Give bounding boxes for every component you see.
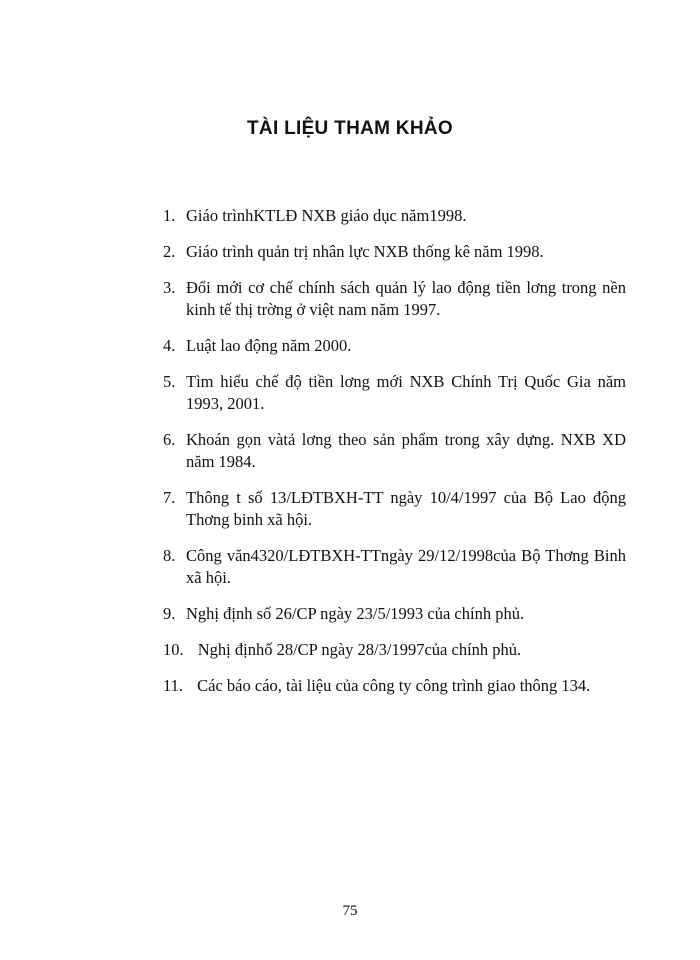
reference-number: 4. <box>163 336 176 355</box>
reference-number: 11. <box>163 676 184 695</box>
reference-text: Giáo trìnhKTLĐ NXB giáo dục năm1998. <box>186 206 467 225</box>
page-number: 75 <box>342 903 358 919</box>
reference-number: 6. <box>163 430 176 449</box>
reference-number: 1. <box>163 206 176 225</box>
reference-text: Nghị địnhố 28/CP ngày 28/3/1997của chính phủ. <box>197 640 522 659</box>
reference-item <box>163 675 626 697</box>
reference-number: 10. <box>163 640 184 659</box>
reference-item <box>163 241 626 263</box>
reference-text: Công văn4320/LĐTBXH-TTngày 29/12/1998của Bộ Thơng Binh xã hội. <box>186 546 626 587</box>
reference-item <box>163 371 626 415</box>
reference-item <box>163 603 626 625</box>
reference-item <box>163 335 626 357</box>
page-title: TÀI LIỆU THAM KHẢO <box>247 118 453 139</box>
reference-text: Giáo trình quản trị nhân lực NXB thống kê năm 1998. <box>186 242 544 261</box>
reference-item <box>163 639 626 661</box>
reference-text: Luật lao động năm 2000. <box>186 336 352 355</box>
reference-number: 9. <box>163 604 176 623</box>
reference-text: Tìm hiểu chế độ tiền lơng mới NXB Chính Trị Quốc Gia năm 1993, 2001. <box>186 372 626 413</box>
reference-text: Khoán gọn vàtả lơng theo sản phẩm trong xây dựng. NXB XD năm 1984. <box>186 430 626 471</box>
reference-text: Các báo cáo, tài liệu của công ty công trình giao thông 134. <box>197 676 591 695</box>
reference-item <box>163 205 626 227</box>
reference-text: Nghị định số 26/CP ngày 23/5/1993 của chính phủ. <box>186 604 525 623</box>
reference-list <box>163 205 626 711</box>
reference-item <box>163 545 626 589</box>
reference-item <box>163 487 626 531</box>
reference-number: 3. <box>163 278 176 297</box>
reference-item <box>163 277 626 321</box>
reference-number: 7. <box>163 488 176 507</box>
reference-number: 5. <box>163 372 176 391</box>
reference-text: Đổi mới cơ chế chính sách quản lý lao động tiền lơng trong nền kinh tế thị trờng ở việt nam năm 1997. <box>186 278 626 319</box>
reference-number: 8. <box>163 546 176 565</box>
reference-number: 2. <box>163 242 176 261</box>
reference-item <box>163 429 626 473</box>
reference-text: Thông t số 13/LĐTBXH-TT ngày 10/4/1997 của Bộ Lao động Thơng binh xã hội. <box>186 488 626 529</box>
